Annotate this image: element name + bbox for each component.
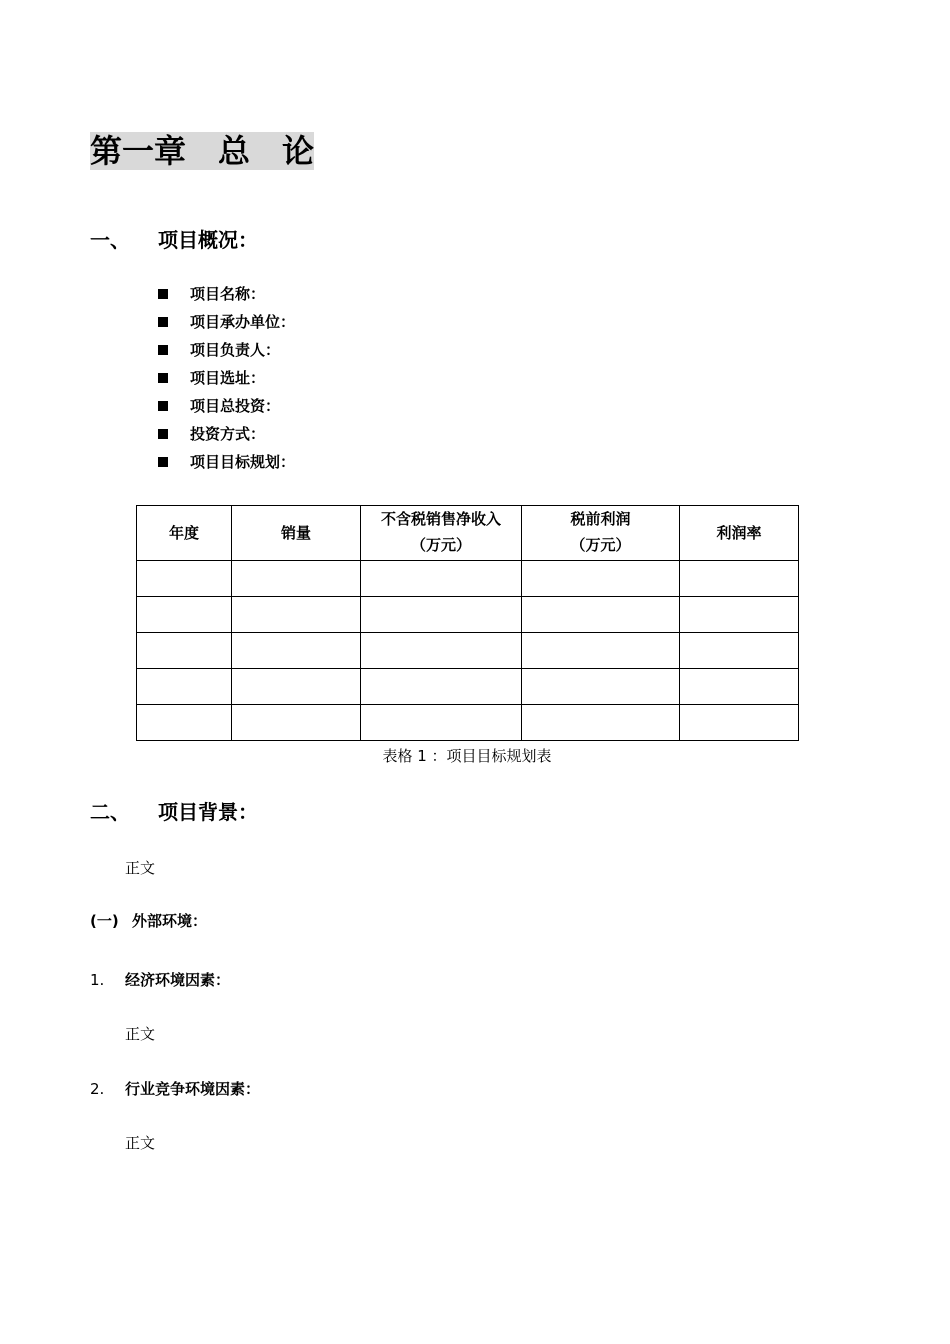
body-paragraph: 正文 <box>125 1025 156 1043</box>
table-cell <box>137 597 232 633</box>
list-item: 项目承办单位： <box>158 312 295 340</box>
square-bullet-icon <box>158 429 168 439</box>
chapter-title: 第一章 总 论 <box>90 132 315 170</box>
section-number: 一、 <box>90 228 130 252</box>
table-cell <box>522 597 680 633</box>
table-cell <box>522 633 680 669</box>
square-bullet-icon <box>158 345 168 355</box>
item-title: 行业竞争环境因素： <box>125 1080 261 1098</box>
section-heading-overview <box>90 228 390 252</box>
table-cell <box>232 705 361 741</box>
target-plan-table <box>136 505 799 741</box>
square-bullet-icon <box>158 317 168 327</box>
table-cell <box>361 597 522 633</box>
table-cell <box>361 705 522 741</box>
body-paragraph: 正文 <box>125 859 156 877</box>
list-item: 项目总投资： <box>158 396 295 424</box>
table-row <box>137 597 799 633</box>
item-number: 2. <box>90 1080 105 1098</box>
table-cell <box>680 597 799 633</box>
table-cell <box>232 669 361 705</box>
column-header-sales-volume: 销量 <box>232 506 361 561</box>
section-title: 项目概况： <box>158 228 258 252</box>
table-cell <box>522 669 680 705</box>
subsection-label: (一) <box>90 912 119 930</box>
table-cell <box>137 669 232 705</box>
square-bullet-icon <box>158 401 168 411</box>
table-cell <box>522 705 680 741</box>
table-row <box>137 669 799 705</box>
item-title: 经济环境因素： <box>125 971 231 989</box>
list-item: 项目选址： <box>158 368 295 396</box>
table-row <box>137 705 799 741</box>
body-paragraph: 正文 <box>125 1134 156 1152</box>
column-header-net-revenue: 不含税销售净收入 （万元） <box>361 506 522 561</box>
section-heading-background <box>90 800 390 824</box>
square-bullet-icon <box>158 373 168 383</box>
list-item: 项目名称： <box>158 284 295 312</box>
table-cell <box>232 597 361 633</box>
column-header-year: 年度 <box>137 506 232 561</box>
table-cell <box>680 669 799 705</box>
table-header-row <box>137 506 799 561</box>
table-caption: 表格 1 ：项目目标规划表 <box>382 747 552 765</box>
square-bullet-icon <box>158 289 168 299</box>
table-cell <box>680 633 799 669</box>
section-title: 项目背景： <box>158 800 258 824</box>
subsection-heading-external <box>90 911 207 931</box>
table-cell <box>361 633 522 669</box>
item-number: 1. <box>90 971 105 989</box>
table-cell <box>361 669 522 705</box>
table-row <box>137 633 799 669</box>
subsection-title: 外部环境： <box>131 912 207 930</box>
table-cell <box>522 561 680 597</box>
table-cell <box>680 705 799 741</box>
overview-list <box>158 284 295 480</box>
table-cell <box>232 633 361 669</box>
table-cell <box>361 561 522 597</box>
table-cell <box>680 561 799 597</box>
table-cell <box>137 561 232 597</box>
list-item: 项目目标规划： <box>158 452 295 480</box>
table-cell <box>137 705 232 741</box>
square-bullet-icon <box>158 457 168 467</box>
column-header-profit-rate: 利润率 <box>680 506 799 561</box>
column-header-pretax-profit: 税前利润 （万元） <box>522 506 680 561</box>
list-item: 项目负责人： <box>158 340 295 368</box>
table-cell <box>137 633 232 669</box>
section-number: 二、 <box>90 800 130 824</box>
table-cell <box>232 561 361 597</box>
list-item: 投资方式： <box>158 424 295 452</box>
table-row <box>137 561 799 597</box>
